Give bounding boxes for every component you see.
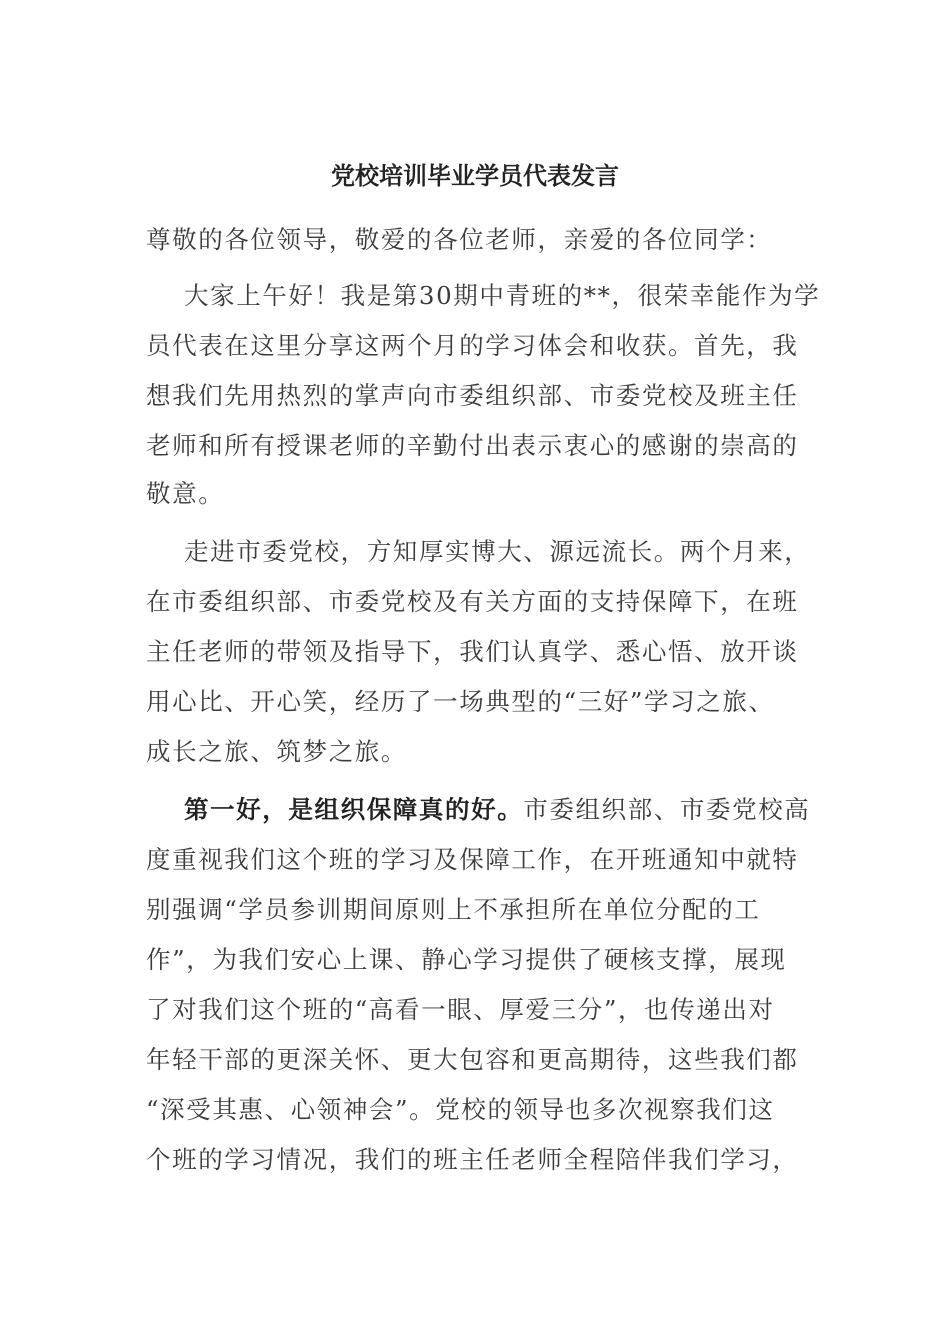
paragraph-3-line-5: 了对我们这个班的“高看一眼、厚爱三分”，也传递出对 — [146, 995, 775, 1024]
paragraph-2-line-1: 走进市委党校，方知厚实博大、源远流长。两个月来， — [184, 537, 811, 566]
paragraph-2-line-3: 主任老师的带领及指导下，我们认真学、悉心悟、放开谈 — [146, 637, 799, 666]
paragraph-3-line-3: 别强调“学员参训期间原则上不承担所在单位分配的工 — [146, 895, 761, 924]
document-title: 党校培训毕业学员代表发言 — [331, 161, 619, 190]
section-heading-first-good: 第一好，是组织保障真的好。 — [184, 795, 524, 824]
paragraph-3-line-6: 年轻干部的更深关怀、更大包容和更高期待，这些我们都 — [146, 1045, 799, 1074]
paragraph-3-line-4: 作”，为我们安心上课、静心学习提供了硬核支撑，展现 — [146, 945, 787, 974]
paragraph-1-line-2: 员代表在这里分享这两个月的学习体会和收获。首先，我 — [146, 331, 799, 360]
paragraph-2-line-4: 用心比、开心笑，经历了一场典型的“三好”学习之旅、 — [146, 687, 775, 716]
paragraph-2-line-2: 在市委组织部、市委党校及有关方面的支持保障下，在班 — [146, 587, 799, 616]
paragraph-3-line-2: 度重视我们这个班的学习及保障工作，在开班通知中就特 — [146, 845, 799, 874]
paragraph-1-line-4: 老师和所有授课老师的辛勤付出表示衷心的感谢的崇高的 — [146, 431, 799, 460]
paragraph-1-line-5: 敬意。 — [146, 479, 225, 508]
paragraph-3-line-7: “深受其惠、心领神会”。党校的领导也多次视察我们这 — [146, 1095, 775, 1124]
salutation: 尊敬的各位领导，敬爱的各位老师，亲爱的各位同学： — [146, 225, 773, 254]
paragraph-1-line-1: 大家上午好！我是第30期中青班的**，很荣幸能作为学 — [184, 281, 821, 310]
paragraph-3-line-8: 个班的学习情况，我们的班主任老师全程陪伴我们学习， — [146, 1145, 799, 1174]
paragraph-1-line-3: 想我们先用热烈的掌声向市委组织部、市委党校及班主任 — [146, 381, 799, 410]
paragraph-2-line-5: 成长之旅、筑梦之旅。 — [146, 737, 407, 766]
paragraph-3-line-1-rest: 市委组织部、市委党校高 — [523, 795, 811, 824]
paragraph-3-line-1 — [184, 794, 854, 826]
